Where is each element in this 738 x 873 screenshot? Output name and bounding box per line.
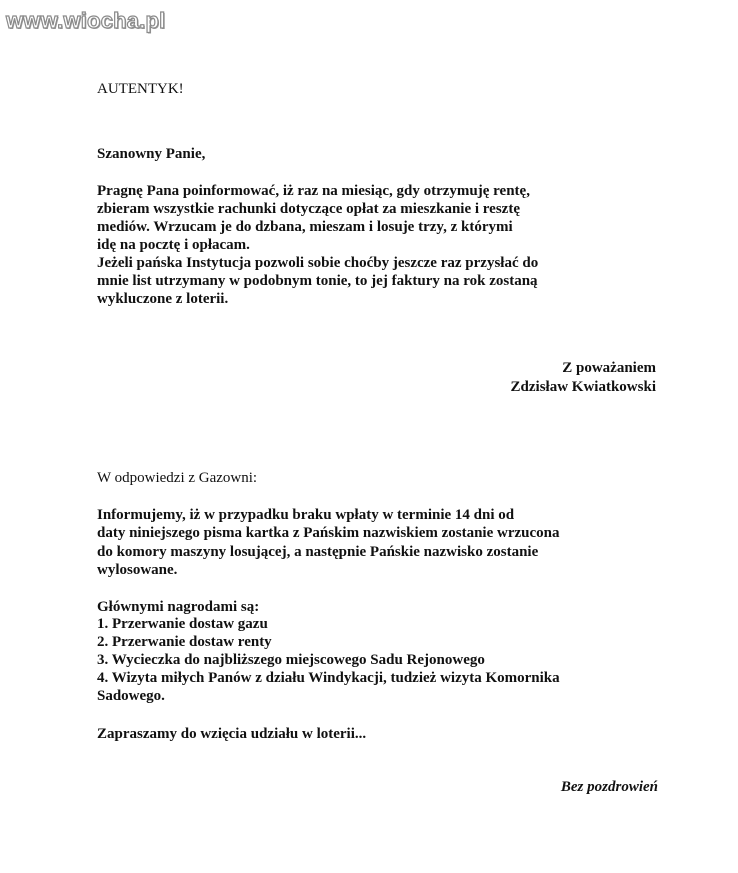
- reply-body-line: daty niniejszego pisma kartka z Pańskim nazwiskiem zostanie wrzucona: [97, 525, 560, 541]
- letter-body-line: wykluczone z loterii.: [97, 291, 229, 307]
- letter-body-line: mediów. Wrzucam je do dzbana, mieszam i losuje trzy, z którymi: [97, 219, 513, 235]
- letter-closing: Z poważaniem: [562, 360, 656, 376]
- reply-body-line: wylosowane.: [97, 562, 178, 578]
- letter-signature: Zdzisław Kwiatkowski: [510, 379, 656, 395]
- letter-heading: AUTENTYK!: [97, 81, 184, 97]
- watermark-text: www.wiocha.pl: [6, 8, 166, 33]
- prize-item: 4. Wizyta miłych Panów z działu Windykacji, tudzież wizyta Komornika: [97, 670, 560, 686]
- prize-item: 2. Przerwanie dostaw renty: [97, 634, 272, 650]
- prize-item: 3. Wycieczka do najbliższego miejscowego Sadu Rejonowego: [97, 652, 485, 668]
- letter-body-line: Jeżeli pańska Instytucja pozwoli sobie choćby jeszcze raz przysłać do: [97, 255, 539, 271]
- prize-item: Sadowego.: [97, 688, 165, 704]
- reply-sign-off: Bez pozdrowień: [560, 779, 658, 795]
- prizes-heading: Głównymi nagrodami są:: [97, 599, 260, 615]
- letter-greeting: Szanowny Panie,: [97, 146, 206, 162]
- reply-heading: W odpowiedzi z Gazowni:: [97, 470, 258, 486]
- letter-body-line: zbieram wszystkie rachunki dotyczące opłat za mieszkanie i resztę: [97, 201, 520, 217]
- letter-body-line: idę na pocztę i opłacam.: [97, 237, 250, 253]
- letter-body-line: mnie list utrzymany w podobnym tonie, to jej faktury na rok zostaną: [97, 273, 538, 289]
- reply-body-line: Informujemy, iż w przypadku braku wpłaty w terminie 14 dni od: [97, 507, 515, 523]
- letter-body-line: Pragnę Pana poinformować, iż raz na miesiąc, gdy otrzymuję rentę,: [97, 183, 530, 199]
- prize-item: 1. Przerwanie dostaw gazu: [97, 616, 268, 632]
- reply-invitation: Zapraszamy do wzięcia udziału w loterii...: [97, 726, 367, 742]
- reply-body-line: do komory maszyny losującej, a następnie Pańskie nazwisko zostanie: [97, 544, 539, 560]
